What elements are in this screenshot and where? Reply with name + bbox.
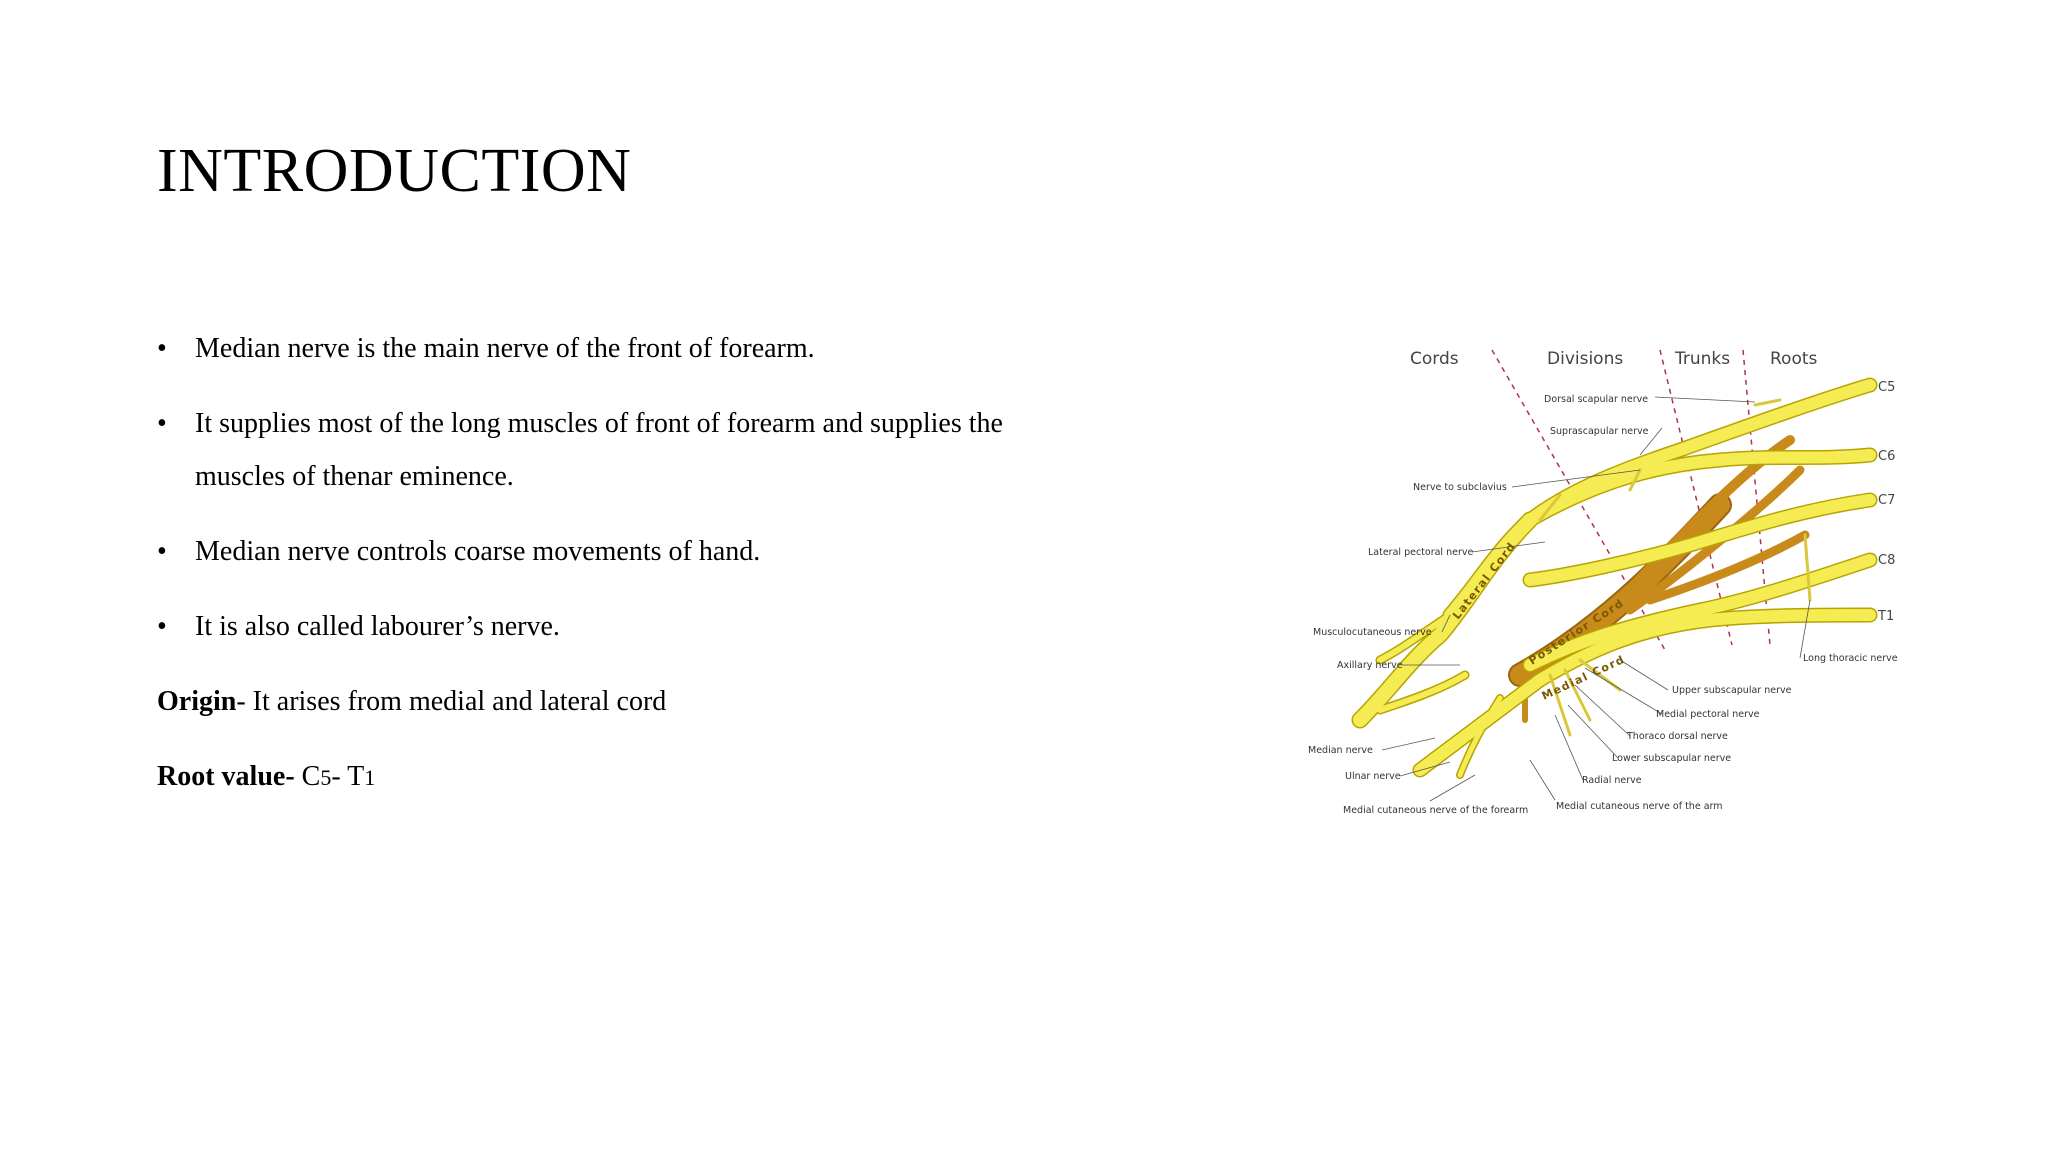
brachial-plexus-diagram [1300, 330, 1910, 830]
bullet-marker: • [157, 611, 167, 642]
label-lateral-pectoral: Lateral pectoral nerve [1368, 547, 1474, 558]
label-suprascapular: Suprascapular nerve [1550, 426, 1649, 437]
bullet-marker: • [157, 408, 167, 439]
root-label-t1: T1 [1878, 609, 1895, 624]
header-roots: Roots [1770, 349, 1818, 369]
origin-line [157, 675, 1157, 728]
label-subclavius: Nerve to subclavius [1413, 482, 1507, 493]
bullet-item [157, 397, 1157, 503]
root-label-c7: C7 [1878, 493, 1896, 508]
bullet-text: Median nerve is the main nerve of the front of forearm. [195, 333, 815, 364]
root-label-c6: C6 [1878, 449, 1896, 464]
bullet-marker: • [157, 333, 167, 364]
label-ulnar: Ulnar nerve [1345, 771, 1401, 782]
slide-title: INTRODUCTION [157, 137, 632, 205]
root-value-dash-t: - T [331, 761, 365, 792]
label-medial-cutaneous-forearm: Medial cutaneous nerve of the forearm [1343, 805, 1529, 816]
root-label-c5: C5 [1878, 380, 1896, 395]
origin-text: - It arises from medial and lateral cord [236, 686, 667, 717]
root-value-t-number: 1 [364, 765, 376, 790]
origin-label: Origin [157, 686, 237, 717]
label-median: Median nerve [1308, 745, 1373, 756]
label-radial: Radial nerve [1582, 775, 1642, 786]
root-value-line [157, 750, 1157, 804]
bullet-item [157, 322, 1157, 375]
bullet-text-continued: muscles of thenar eminence. [195, 461, 514, 492]
label-medial-pectoral: Medial pectoral nerve [1656, 709, 1760, 720]
label-long-thoracic: Long thoracic nerve [1803, 653, 1898, 664]
root-label-c8: C8 [1878, 553, 1896, 568]
label-musculocutaneous: Musculocutaneous nerve [1313, 627, 1432, 638]
label-lower-subscapular: Lower subscapular nerve [1612, 753, 1732, 764]
lateral-cord-label: Lateral Cord [1450, 539, 1519, 622]
header-cords: Cords [1410, 349, 1459, 369]
slide-body [157, 322, 1157, 826]
bullet-text: It supplies most of the long muscles of front of forearm and supplies the [195, 408, 1003, 439]
header-divisions: Divisions [1547, 349, 1624, 369]
bullet-text: Median nerve controls coarse movements of hand. [195, 536, 761, 567]
label-dorsal-scapular: Dorsal scapular nerve [1544, 394, 1649, 405]
medial-cord-label: Medial Cord [1539, 652, 1628, 703]
posterior-cord-label: Posterior Cord [1526, 596, 1627, 668]
label-axillary: Axillary nerve [1337, 660, 1403, 671]
root-value-label: Root value- [157, 761, 295, 792]
bullet-item [157, 600, 1157, 653]
bullet-marker: • [157, 536, 167, 567]
header-trunks: Trunks [1675, 349, 1731, 369]
root-value-c-number: 5 [320, 765, 332, 790]
label-thoraco-dorsal: Thoraco dorsal nerve [1627, 731, 1728, 742]
bullet-text: It is also called labourer’s nerve. [195, 611, 560, 642]
label-upper-subscapular: Upper subscapular nerve [1672, 685, 1792, 696]
bullet-item [157, 525, 1157, 578]
label-medial-cutaneous-arm: Medial cutaneous nerve of the arm [1556, 801, 1723, 812]
root-value-c: C [294, 761, 321, 792]
